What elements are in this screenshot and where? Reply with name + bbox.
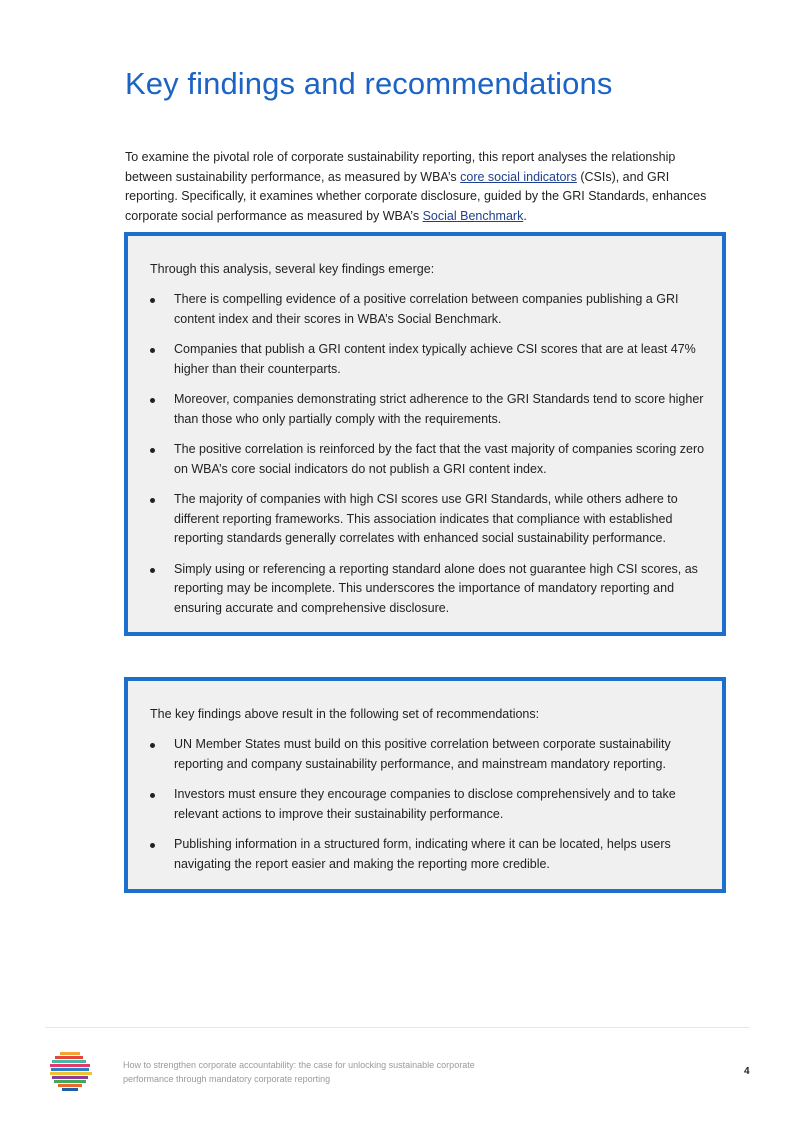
bullet-icon (150, 448, 155, 453)
bullet-icon (150, 743, 155, 748)
page-title: Key findings and recommendations (125, 66, 613, 101)
findings-lead: Through this analysis, several key findings emerge: (150, 262, 435, 276)
list-item: Publishing information in a structured form, indicating where it can be located, helps users navigating the report easier and making the reporting more credible. (150, 835, 705, 874)
bullet-icon (150, 843, 155, 848)
bullet-icon (150, 793, 155, 798)
list-item: There is compelling evidence of a positive correlation between companies publishing a GRI content index and their scores in WBA’s Social Benchmark. (150, 290, 705, 329)
findings-list (150, 290, 705, 629)
bullet-icon (150, 298, 155, 303)
bullet-icon (150, 568, 155, 573)
recommendations-lead: The key findings above result in the following set of recommendations: (150, 707, 540, 721)
list-item: UN Member States must build on this positive correlation between corporate sustainability reporting and company sustainability performance, and mainstream mandatory reporting. (150, 735, 705, 774)
core-social-indicators-link[interactable]: core social indicators (460, 169, 577, 184)
recommendations-box (124, 677, 726, 893)
wba-logo-icon (50, 1050, 94, 1094)
list-item: Simply using or referencing a reporting standard alone does not guarantee high CSI scores, as reporting may be incomplete. This underscores the importance of mandatory reporting and ensuring accurate and comprehensive disclosure. (150, 560, 705, 619)
list-item: The majority of companies with high CSI scores use GRI Standards, while others adhere to different reporting frameworks. This association indicates that compliance with established reporting standards generally correlates with enhanced social sustainability performance. (150, 490, 705, 549)
footer-divider (45, 1027, 750, 1028)
recommendations-list (150, 735, 705, 885)
intro-paragraph (125, 148, 710, 226)
list-item: Investors must ensure they encourage companies to disclose comprehensively and to take relevant actions to improve their sustainability performance. (150, 785, 705, 824)
bullet-icon (150, 398, 155, 403)
list-item: Moreover, companies demonstrating strict adherence to the GRI Standards tend to score higher than those who only partially comply with the requirements. (150, 390, 705, 429)
key-findings-box (124, 232, 726, 636)
intro-text-2: (CSIs), and GRI reporting. Specifically, it examines whether corporate disclosure, guided by the GRI Standards, enhances corporate social performance as measured by WBA’s (125, 169, 707, 223)
list-item: Companies that publish a GRI content index typically achieve CSI scores that are at least 47% higher than their counterparts. (150, 340, 705, 379)
page-number: 4 (744, 1066, 750, 1077)
intro-text-1: To examine the pivotal role of corporate sustainability reporting, this report analyses the relationship between sustainability performance, as measured by WBA’s (125, 150, 676, 184)
social-benchmark-link[interactable]: Social Benchmark (422, 208, 524, 223)
bullet-icon (150, 348, 155, 353)
intro-text-3: . (523, 208, 527, 223)
bullet-icon (150, 498, 155, 503)
footer-text: How to strengthen corporate accountability: the case for unlocking sustainable corporate performance through mandatory corporate reporting (123, 1060, 475, 1084)
list-item: The positive correlation is reinforced by the fact that the vast majority of companies scoring zero on WBA’s core social indicators do not publish a GRI content index. (150, 440, 705, 479)
